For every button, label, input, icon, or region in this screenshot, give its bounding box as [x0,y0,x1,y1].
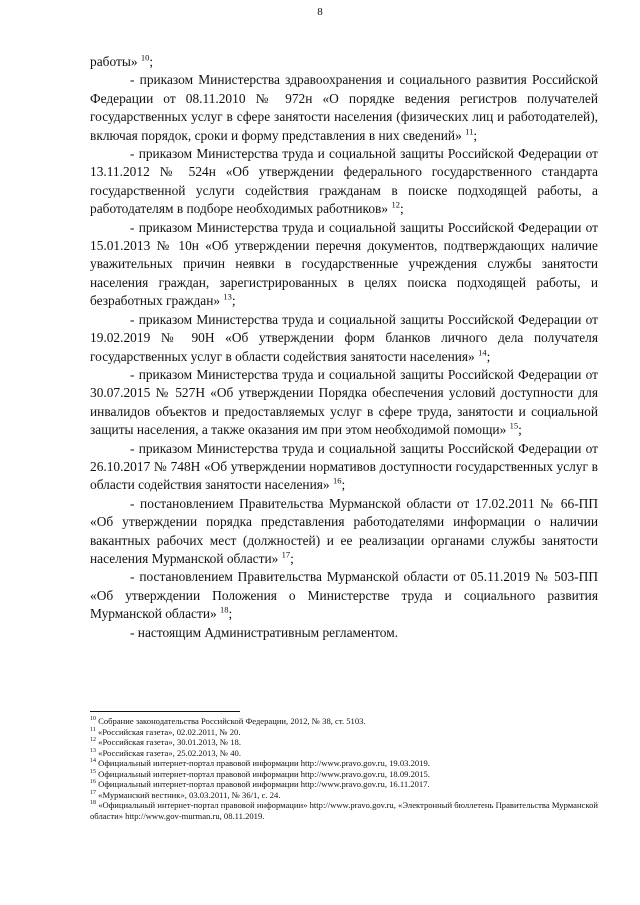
footnote-text: Официальный интернет-портал правовой информации http://www.pravo.gov.ru, 18.09.2015. [98,768,430,779]
list-item [90,71,598,145]
footnote-text: «Российская газета», 30.01.2013, № 18. [98,737,242,747]
footnote-ref: 10 [140,52,150,63]
footnote-ref: 17 [281,549,291,560]
paragraph-text: - приказом Министерства труда и социальной защиты Российской Федерации от 15.01.2013 № 10н «Об утверждении перечня документов, подтверждающих наличие уважительных причин неявки в государственные учреждения службы занятости населения граждан, зарегистрированных в целях поиска подходящей работы, и безработных граждан» [90,219,598,309]
footnote-text: «Российская газета», 02.02.2011, № 20. [97,726,241,737]
footnote-ref: 13 [223,291,232,302]
list-item [90,495,598,569]
list-item [90,568,598,623]
footnote [90,716,598,727]
list-item [90,624,598,642]
paragraph-tail: ; [290,550,294,566]
footnote [90,727,598,738]
paragraph-tail: ; [228,606,233,622]
paragraph-tail: ; [518,422,522,438]
footnote-text: Официальный интернет-портал правовой информации http://www.pravo.gov.ru, 16.11.2017. [98,779,430,789]
footnote-text: «Официальный интернет-портал правовой информации» http://www.pravo.gov.ru, «Электронный бюллетень Правительства Мурманской области» http://www.gov-murman.ru, 08.11.2019. [90,800,598,821]
paragraph-tail: ; [473,127,478,143]
footnote-number: 16 [90,779,96,786]
footnote [90,800,598,821]
paragraph-tail: ; [341,477,346,493]
paragraph-tail: ; [149,54,154,69]
paragraph-text: - постановлением Правительства Мурманской области от 05.11.2019 № 503-ПП «Об утверждении Положения о Министерстве труда и социального развития Мурманской области» [90,569,598,622]
footnote-ref: 11 [465,126,474,137]
footnote-number: 11 [90,726,96,733]
paragraph-tail: ; [399,201,404,217]
paragraph-text: - приказом Министерства труда и социальной защиты Российской Федерации от 30.07.2015 № 527Н «Об утверждении Порядка обеспечения условий доступности для инвалидов объектов и предоставляемых услуг в сфере труда, занятости и социальной защиты населения, а также оказания им при этом необходимой помощи» [90,366,598,438]
footnote-separator [90,711,240,712]
footnote [90,758,598,769]
footnote-ref: 15 [509,420,519,431]
list-item [90,440,598,495]
footnote-ref: 12 [391,199,400,210]
footnote [90,790,598,801]
paragraph-tail: ; [486,348,491,364]
list-item [90,366,598,440]
footnote-number: 12 [90,737,96,744]
footnote-number: 18 [90,800,96,807]
footnote-ref: 14 [478,347,487,358]
footnote-number: 15 [90,768,96,775]
list-item [90,311,598,366]
footnote-number: 17 [90,789,96,796]
footnote-text: Официальный интернет-портал правовой информации http://www.pravo.gov.ru, 19.03.2019. [98,758,430,768]
footnote [90,779,598,790]
paragraph-text: - постановлением Правительства Мурманской области от 17.02.2011 № 66-ПП «Об утверждении порядка представления работодателями информации о наличии вакантных рабочих мест (должностей) и ее реализации органами службы занятости населения Мурманской области» [90,495,598,566]
footnotes [90,716,598,821]
footnote-text: «Российская газета», 25.02.2013, № 40. [98,747,242,758]
list-item [90,219,598,311]
paragraph-text: - приказом Министерства труда и социальной защиты Российской Федерации от 19.02.2019 № 90Н «Об утверждении форм бланков личного дела получателя государственных услуг в области содействия занятости населения» [90,311,598,364]
footnote-text: Собрание законодательства Российской Федерации, 2012, № 38, ст. 5103. [98,716,366,726]
paragraph-text: - приказом Министерства труда и социальной защиты Российской Федерации от 26.10.2017 № 748Н «Об утверждении нормативов доступности государственных услуг в области содействия занятости населения» [90,440,598,493]
paragraph-text: - приказом Министерства здравоохранения и социального развития Российской Федерации от 08.11.2010 № 972н «О порядке ведения регистров получателей государственных услуг в сфере занятости населения (физических лиц и работодателей), включая порядок, сроки и форму представления в них сведений» [90,72,598,143]
footnote-number: 13 [90,747,96,754]
footnote-number: 10 [90,716,96,723]
footnote [90,748,598,759]
footnote-number: 14 [90,758,96,765]
footnote [90,769,598,780]
footnote [90,737,598,748]
body-text [90,53,598,642]
page-number: 8 [317,6,323,18]
paragraph-text: работы» [90,54,138,69]
footnote-ref: 16 [332,475,342,486]
paragraph-text: - настоящим Административным регламентом. [130,624,399,640]
paragraph-text: - приказом Министерства труда и социальной защиты Российской Федерации от 13.11.2012 № 524н «Об утверждении федерального государственного стандарта государственной услуги содействия гражданам в поиске подходящей работы, а работодателям в подборе необходимых работников» [90,146,598,217]
paragraph-continuation [90,53,598,71]
paragraph-tail: ; [231,293,236,309]
footnote-ref: 18 [220,604,229,615]
list-item [90,145,598,219]
footnote-text: «Мурманский вестник», 03.03.2011, № 36/1, с. 24. [98,789,281,800]
